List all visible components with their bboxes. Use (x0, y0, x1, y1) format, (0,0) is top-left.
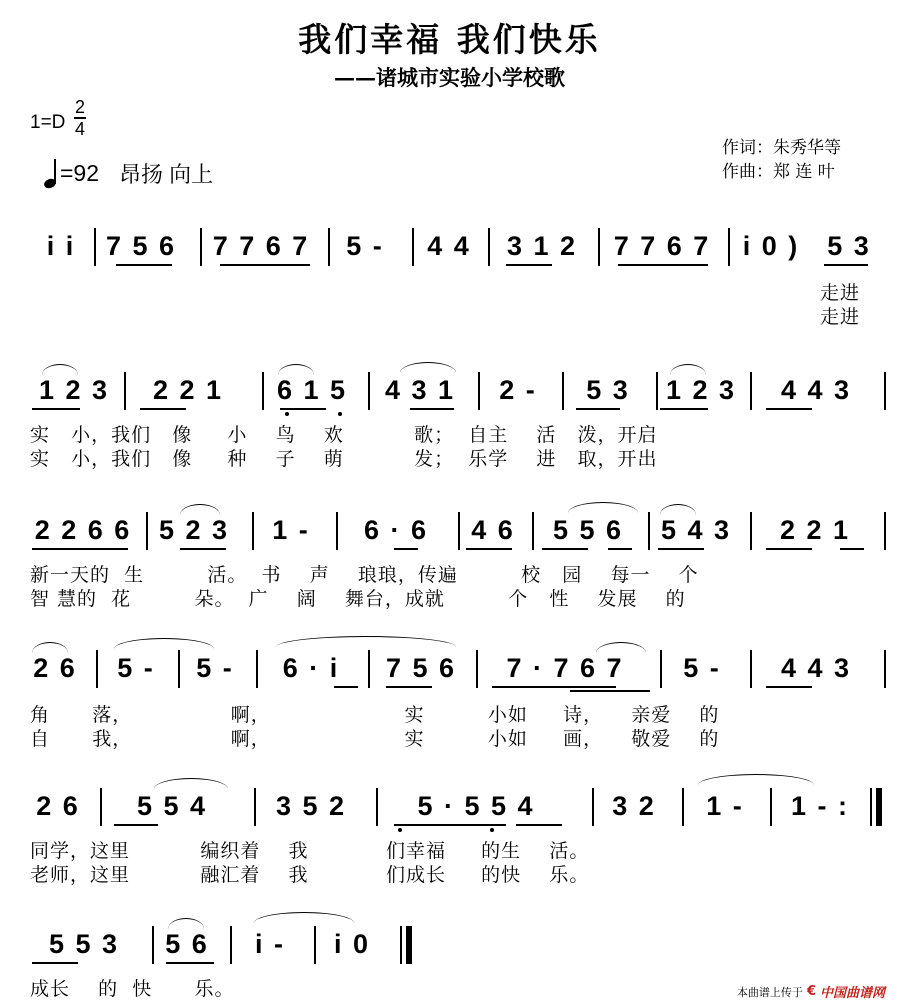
lyricist: 作词：朱秀华等 (722, 138, 841, 158)
lyric-line-1: 新一天的 生 活。 书 声 琅琅，传遍 校 园 每一 个 (30, 564, 699, 586)
song-title: 我们幸福 我们快乐 (298, 20, 601, 59)
barline (884, 512, 886, 550)
measure: 5 5 6 (552, 514, 624, 545)
measure: 5 - (117, 652, 155, 683)
measure: 4 4 (427, 230, 471, 261)
time-signature (74, 97, 86, 139)
time-signature-top: 2 (74, 97, 85, 117)
lyric-line-1: 实 小，我们 像 小 鸟 欢 歌； 自主 活 泼，开启 (30, 424, 658, 446)
barline (884, 650, 886, 688)
measure: 1 2 3 (665, 374, 737, 405)
lyric-line-2: 自 我， 啊， 实 小如 画， 敬爱 的 (30, 728, 720, 750)
measure: 7 7 6 7 (212, 230, 310, 261)
measure: 2 2 1 (152, 374, 224, 405)
measure: 5 5 3 (48, 928, 120, 959)
measure: 6 · 6 (363, 514, 429, 545)
measure: 5 · 5 5 4 (417, 790, 535, 821)
measure: 3 2 (612, 790, 656, 821)
measure: 4 6 (471, 514, 515, 545)
measure: 5 6 (165, 928, 209, 959)
site-logo-icon: € (806, 984, 816, 999)
measure: i 0 (333, 928, 371, 959)
measure: 4 4 3 (780, 652, 852, 683)
quarter-note-icon (44, 159, 58, 189)
key-signature: 1=D (30, 112, 66, 133)
measure: 6 1 5 (276, 374, 348, 405)
staff-4 (30, 650, 885, 686)
credits (722, 136, 841, 184)
measure: 2 2 1 (779, 514, 851, 545)
measure: 6 · i (282, 652, 340, 683)
measure: 3 5 2 (275, 790, 347, 821)
time-signature-bottom: 4 (74, 118, 85, 139)
measure: 5 3 (586, 374, 630, 405)
measure: 2 2 6 6 (34, 514, 132, 545)
lyric-line-2: 智 慧的 花 朵。 广 阔 舞台，成就 个 性 发展 的 (30, 588, 686, 610)
lyric-line-1: 走进 (820, 282, 861, 304)
measure: 1 - (272, 514, 310, 545)
staff-6 (30, 926, 885, 962)
measure: 7 7 6 7 (613, 230, 711, 261)
measure: 1 - (706, 790, 744, 821)
measure: 4 3 1 (384, 374, 456, 405)
lyric-line-2: 老师，这里 融汇着 我 们成长 的快 乐。 (30, 864, 590, 886)
measure: 4 4 3 (780, 374, 852, 405)
measure: i i (46, 230, 76, 261)
staff-2 (30, 372, 885, 408)
footer-text: 本曲谱上传于 (736, 985, 803, 999)
measure: 2 - (499, 374, 537, 405)
site-name: 中国曲谱网 (819, 986, 885, 1001)
staff-3 (30, 512, 885, 548)
tempo-mood: 昂扬 向上 (119, 162, 214, 187)
measure: i 0 ) (742, 230, 800, 261)
measure: 5 - (346, 230, 384, 261)
composer: 作曲：郑 连 叶 (722, 162, 835, 182)
measure: 5 - (683, 652, 721, 683)
lyric-line-1: 同学，这里 编织着 我 们幸福 的生 活。 (30, 840, 590, 862)
measure: 7 5 6 (385, 652, 457, 683)
final-barline-thick (406, 926, 412, 964)
tempo-value: =92 (60, 160, 100, 186)
measure: 1 2 3 (38, 374, 110, 405)
measure: 2 6 (33, 652, 77, 683)
lyric-line-1: 成长 的 快 乐。 (30, 978, 235, 1000)
staff-1 (30, 228, 885, 264)
lyric-line-2: 实 小，我们 像 种 子 萌 发； 乐学 进 取，开出 (30, 448, 658, 470)
footer (737, 982, 885, 1001)
measure: 7 5 6 (105, 230, 177, 261)
measure: 7 · 7 6 7 (506, 652, 624, 683)
measure: 5 4 3 (660, 514, 732, 545)
measure: i - (255, 928, 285, 959)
lyric-line-2: 走进 (820, 306, 861, 328)
tempo-marking (44, 158, 213, 189)
measure: 5 - (196, 652, 234, 683)
measure: 3 1 2 (506, 230, 578, 261)
measure: 1 - : (790, 790, 849, 821)
barline (884, 372, 886, 410)
measure: 2 6 (36, 790, 80, 821)
final-barline-thick (876, 788, 882, 826)
lyric-line-1: 角 落， 啊， 实 小如 诗， 亲爱 的 (30, 704, 720, 726)
song-subtitle: ——诸城市实验小学校歌 (334, 65, 565, 90)
measure: 5 3 (827, 230, 871, 261)
staff-5 (30, 788, 885, 824)
measure: 5 5 4 (136, 790, 208, 821)
final-barline-thin (870, 788, 872, 826)
measure: 5 2 3 (158, 514, 230, 545)
final-barline-thin (400, 926, 402, 964)
